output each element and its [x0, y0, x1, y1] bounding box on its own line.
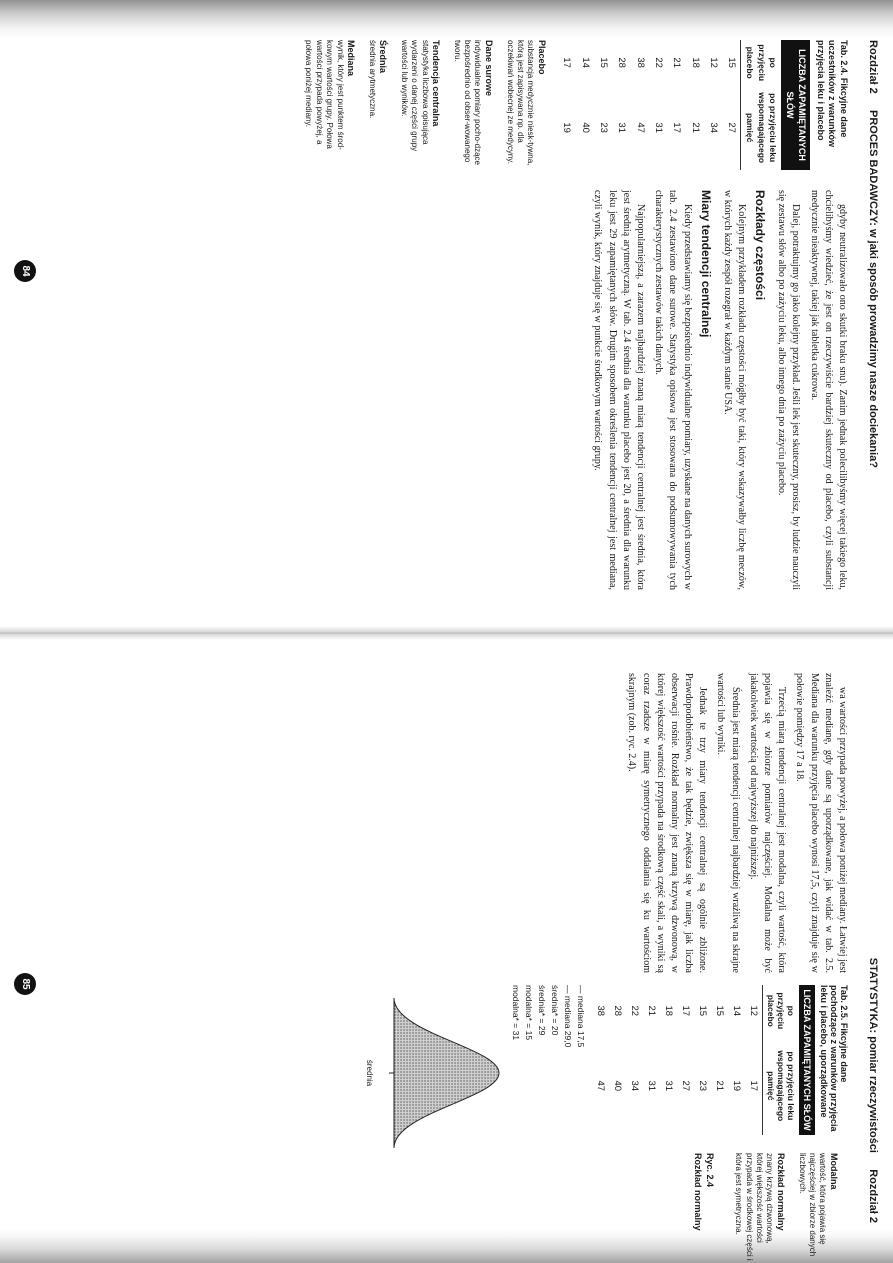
- table-row: [722, 40, 741, 170]
- summary-stats: [511, 985, 586, 1135]
- table-row: [630, 40, 648, 170]
- cell-placebo: 38: [634, 57, 646, 68]
- table-row: [745, 985, 763, 1135]
- mean-placebo: średnia* = 20: [550, 985, 560, 1036]
- margin-column: [692, 1153, 849, 1263]
- main-text: [586, 190, 849, 590]
- chapter-label: Rozdział 2: [867, 40, 879, 94]
- margin-term: Mediana: [346, 40, 357, 77]
- running-header: [861, 673, 879, 1223]
- table-row: [592, 985, 609, 1135]
- cell-drug: 21: [714, 1080, 725, 1092]
- margin-term: Tendencja centralna: [431, 40, 442, 127]
- margin-definition: znany krzywą dzwonową, której większość wartości przypada w środkowej części i która jest symetryczna.: [734, 1153, 775, 1261]
- cell-drug: 27: [680, 1080, 691, 1092]
- table-caption: Tab. 2.5. Fikcyjne dane pochodzące z warunków przyjęcia leku i placebo, uporządkowane: [819, 985, 849, 1132]
- cell-placebo: 15: [726, 57, 738, 68]
- cell-drug: 31: [663, 1080, 674, 1092]
- table-row: [694, 985, 711, 1135]
- table-row: [649, 40, 667, 170]
- section-heading: Rozkłady częstości: [753, 190, 768, 301]
- col-placebo: po przyjęciu placebo: [741, 40, 781, 85]
- table-header-band: LICZBA ZAPAMIĘTANYCH SŁÓW: [781, 40, 810, 170]
- paragraph: Trzecią miarą tendencji centralnej jest modalna, czyli wartość, która pojawia się w zbiorze pomiarów najczęściej. Modalna może być jakakolwiek wartością od najwyższej do najniższej.: [747, 673, 788, 973]
- cell-placebo: 22: [629, 1005, 640, 1017]
- table-row: [704, 40, 722, 170]
- table-and-margin: [303, 40, 849, 170]
- cell-placebo: 17: [680, 1005, 691, 1017]
- normal-distribution-figure: [359, 993, 519, 1153]
- cell-placebo: 14: [731, 1005, 742, 1017]
- table-row: [667, 40, 685, 170]
- cell-drug: 47: [595, 1080, 606, 1092]
- cell-drug: 34: [708, 122, 720, 133]
- cell-placebo: 21: [671, 57, 683, 68]
- cell-placebo: 17: [561, 57, 573, 68]
- page-number: 85: [14, 973, 36, 995]
- col-drug: po przyjęciu leku wspomagającego pamięć: [763, 1037, 800, 1135]
- cell-drug: 31: [653, 122, 665, 133]
- table-row: [711, 985, 728, 1135]
- cell-drug: 47: [634, 122, 646, 133]
- cell-drug: 23: [598, 122, 610, 133]
- cell-drug: 31: [616, 122, 628, 133]
- median-drug: — mediana 29,0: [563, 985, 573, 1048]
- paragraph: wa wartości przypada powyżej, a połowa poniżej mediany. Łatwiej jest znaleźć medianę, gdy dane są uporządkowane, jak widać w tab. 2.5. Mediana dla warunku przyjęcia placebo wynosi 17,5, czyli znajduje się w połowie pomiędzy 17 a 18.: [794, 673, 848, 973]
- cell-drug: 17: [671, 122, 683, 133]
- cell-drug: 21: [689, 122, 701, 133]
- table-row: [685, 40, 703, 170]
- figure-caption: Ryc. 2.4 Rozkład normalny: [693, 1153, 715, 1231]
- cell-placebo: 22: [653, 57, 665, 68]
- cell-placebo: 18: [663, 1005, 674, 1017]
- paragraph: Kiedy przedstawiamy się bezpośrednio indywidualne pomiary, uzyskane na danych surowych w tab. 2.4 zestawiono dane surowe. Statystyka opisowa jest stosowana do podsumowywania tych charakterystycznych zestawów takich danych.: [653, 190, 693, 590]
- table-row: [677, 985, 694, 1135]
- cell-drug: 27: [726, 122, 738, 133]
- section-heading: Miary tendencji centralnej: [698, 190, 713, 338]
- paragraph: Kolejnym przykładem rozkładu częstości mógłby być taki, który wskazywałby liczbę meczów, w których każdy zespół rozegrał w każdym stanie USA.: [721, 190, 748, 590]
- margin-definition: wynik, który jest punktem środ-kowym wartości grupy. Połowa wartości przypada powyżej, a połowa poniżej mediany.: [304, 40, 345, 150]
- table-header-band: LICZBA ZAPAMIĘTANYCH SŁÓW: [799, 985, 815, 1135]
- margin-definition: indywidualne pomiary pocho-dzące bezpośrednio od obser-wowanego tworu.: [452, 40, 483, 165]
- paragraph: Średnia jest miarą tendencji centralnej najbardziej wrażliwą na skrajne wartości lub wyniki.: [715, 673, 741, 973]
- modal-drug: modalna* = 31: [511, 985, 521, 1041]
- cell-placebo: 12: [748, 1005, 759, 1017]
- cell-drug: 19: [731, 1080, 742, 1092]
- margin-definition: statystyka liczbowa opisująca wydarzeni o danej części grupy wartości lub wyników.: [399, 40, 430, 152]
- running-title: PROCES BADAWCZY: w jaki sposób prowadzimy nasze dociekania?: [867, 110, 879, 468]
- running-title: STATYSTYKA: pomiar rzeczywistości: [867, 957, 879, 1153]
- cell-placebo: 15: [697, 1005, 708, 1017]
- margin-definition: średnia arytmetyczna.: [367, 40, 377, 119]
- page-85: [0, 633, 893, 1263]
- mean-drug: średnia* = 29: [537, 985, 547, 1036]
- table-row: [660, 985, 677, 1135]
- margin-term: Dane surowe: [484, 40, 495, 97]
- table-caption: Tab. 2.4. Fikcyjne dane uczestników z warunków przyjęcia leku i placebo: [815, 40, 849, 148]
- bell-curve-graphic: [379, 993, 519, 1153]
- table-row: [575, 40, 593, 170]
- margin-definition: wartość, która pojawia się najczęściej w zbiorze danych liczbowych.: [797, 1153, 828, 1257]
- table-row: [594, 40, 612, 170]
- paragraph: Dalej, potraktujmy go jako kolejny przykład. Jeśli lek jest skuteczny, prosisz, by ludzie nauczyli się zestawu słów albo po zażyciu leku, albo innego dnia po zażyciu placebo.: [776, 190, 802, 590]
- cell-drug: 40: [612, 1080, 623, 1092]
- table-row: [609, 985, 626, 1135]
- col-placebo: po przyjęciu placebo: [763, 985, 800, 1037]
- cell-placebo: 15: [598, 57, 610, 68]
- cell-placebo: 15: [714, 1005, 725, 1017]
- cell-drug: 23: [697, 1080, 708, 1092]
- modal-placebo: modalna* = 15: [524, 985, 534, 1041]
- table-row: [612, 40, 630, 170]
- table-row: [728, 985, 745, 1135]
- cell-placebo: 21: [646, 1005, 657, 1017]
- margin-term: Modalna: [829, 1153, 839, 1190]
- figure-axis-label: średnia: [365, 1059, 374, 1087]
- cell-drug: 31: [646, 1080, 657, 1092]
- data-table-2-4: [557, 40, 781, 170]
- cell-placebo: 18: [689, 57, 701, 68]
- cell-drug: 40: [579, 122, 591, 133]
- cell-drug: 17: [748, 1080, 759, 1092]
- margin-term: Rozkład normalny: [776, 1153, 787, 1231]
- table-row: [557, 40, 575, 170]
- paragraph: gdyby neutralizowało ono skutki braku snu). Zanim jednak polecilibyśmy więcej takiego leku, chcielibyśmy wiedzieć, że jest on rzeczywiście bardziej skuteczny od placebo, czyli substancji medycznie nieaktywnej, takiej jak tabletka cukrowa.: [808, 190, 848, 590]
- margin-term: Placebo: [536, 40, 547, 75]
- cell-drug: 34: [629, 1080, 640, 1092]
- paragraph: Jednak te trzy miary tendencji centralnej są ogólnie zbliżone. Prawdopodobieństwo, że tak będzie, zwiększa się w miarę, jak liczba obserwacji rośnie. Rozkład normalny jest znaną krzywą dzwonową, w której większość wartości przypada na środkową część skali, a wyniki są coraz rzadsze w miarę symetrycznego oddalania się ku wartościom skrajnym (zob. ryc. 2.4).: [626, 673, 709, 973]
- median-placebo: — mediana 17,5: [576, 985, 586, 1048]
- chapter-label: Rozdział 2: [867, 1169, 879, 1223]
- running-header: [861, 40, 879, 590]
- col-drug: po przyjęciu leku wspomagającego pamięć: [741, 85, 781, 170]
- cell-drug: 19: [561, 122, 573, 133]
- main-text: [620, 673, 849, 973]
- cell-placebo: 38: [595, 1005, 606, 1017]
- data-table-2-5: [592, 985, 799, 1135]
- margin-definition: substancja medycznie niesk-tywna, którą jest zapisywana np. dla oczekiwań wobecnej ze medycyny.: [505, 40, 536, 166]
- cell-placebo: 28: [616, 57, 628, 68]
- table-row: [626, 985, 643, 1135]
- page-84: [0, 0, 893, 630]
- cell-placebo: 12: [708, 57, 720, 68]
- cell-placebo: 28: [612, 1005, 623, 1017]
- paragraph: Najpopularniejszą, a zarazem najbardziej znaną miarą tendencji centralnej jest średnia, która jest średnią arytmetyczną. W tab. 2.4 średnia dla warunku placebo jest 20, a średnia dla warunku leku jest 29 zapamiętanych słów. Drugim sposobem określenia tendencji centralnej jest mediana, czyli wynik, który znajduje się w punkcie środkowym wartości grupy.: [592, 190, 647, 590]
- margin-term: Średnia: [378, 40, 389, 74]
- cell-placebo: 14: [579, 57, 591, 68]
- page-number: 84: [14, 260, 36, 282]
- table-row: [643, 985, 660, 1135]
- sorted-table-block: [508, 985, 849, 1135]
